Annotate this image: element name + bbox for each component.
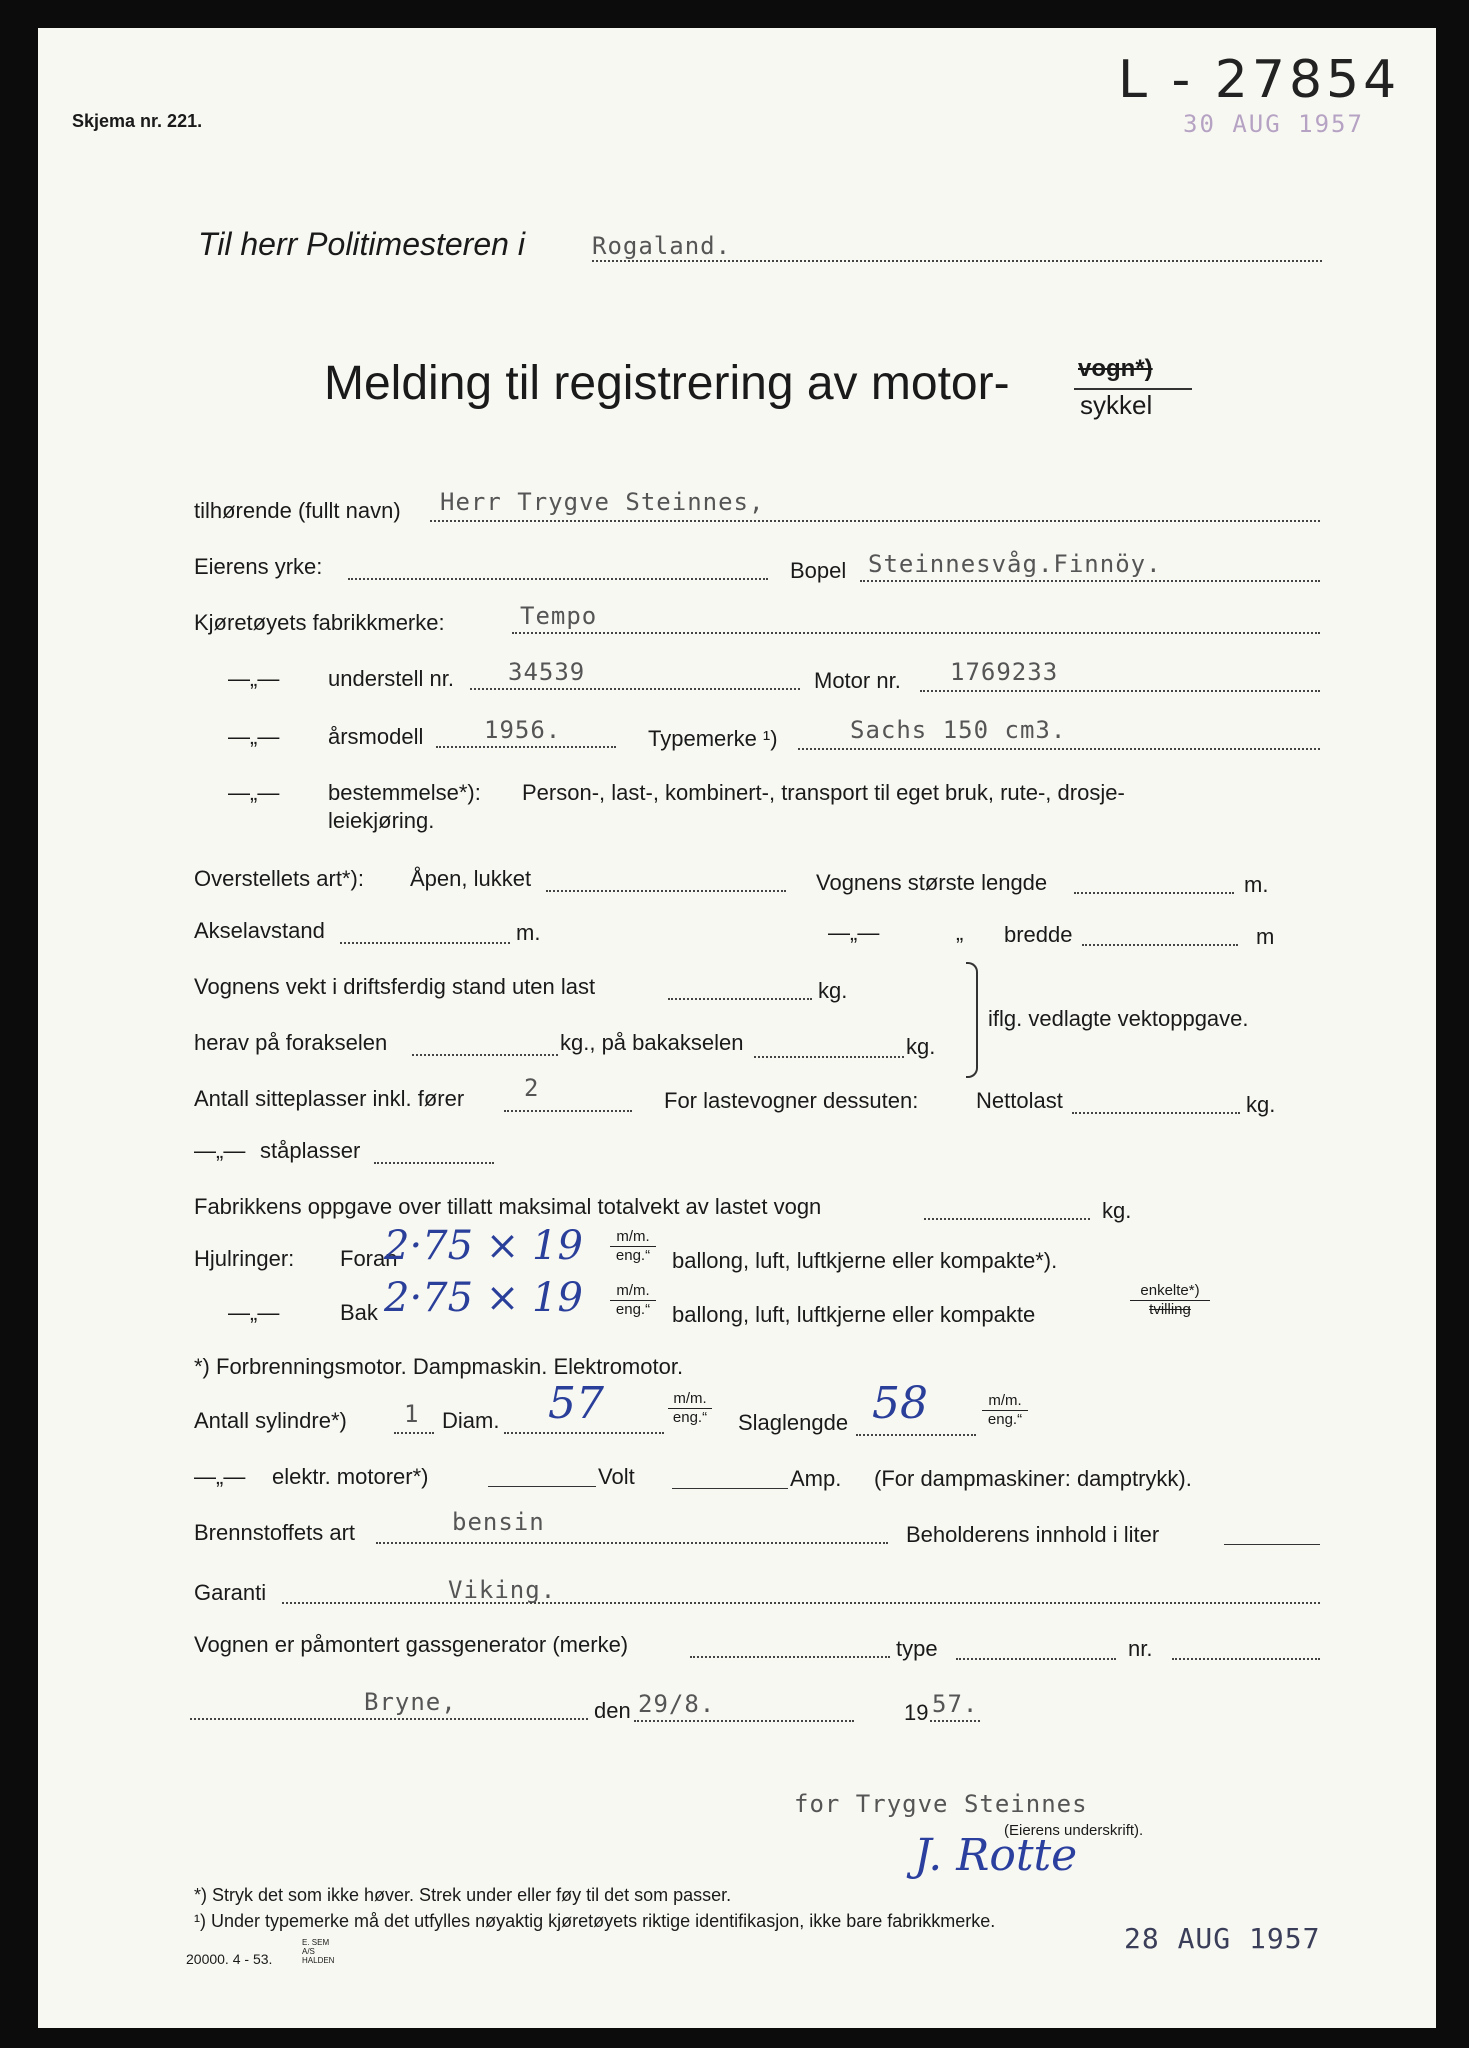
chassis-value: 34539 <box>508 658 586 686</box>
motor-value: 1769233 <box>950 658 1059 686</box>
wheels-label: Hjulringer: <box>194 1246 295 1271</box>
maxweight-line <box>924 1218 1090 1220</box>
type-value: Sachs 150 cm3. <box>850 716 1067 744</box>
guarantee-value: Viking. <box>448 1576 557 1604</box>
rear-tyre-type: ballong, luft, luftkjerne eller kompakte <box>672 1302 1036 1327</box>
width-line <box>1082 944 1238 946</box>
gasgen-type-label: type <box>896 1636 938 1661</box>
occupation-line <box>348 578 768 580</box>
ditto-mark: —„— <box>228 666 280 691</box>
year-line <box>930 1720 980 1722</box>
signature-caption: (Eierens underskrift). <box>1004 1822 1144 1839</box>
gasgen-type-line <box>956 1658 1116 1660</box>
cylinders-label: Antall sylindre*) <box>194 1408 347 1433</box>
gasgen-nr-label: nr. <box>1128 1636 1153 1661</box>
cylinders-line <box>394 1432 434 1434</box>
length-label: Vognens største lengde <box>816 870 1048 895</box>
for-owner: for Trygve Steinnes <box>794 1790 1088 1818</box>
unit-eng: eng.“ <box>672 1409 708 1426</box>
rear-wheel-unit <box>610 1282 656 1319</box>
length-unit: m. <box>1244 872 1269 897</box>
date-label: den <box>594 1698 631 1723</box>
unit-eng: eng.“ <box>615 1301 651 1318</box>
place-value: Bryne, <box>364 1688 457 1716</box>
fuel-line <box>376 1542 888 1544</box>
ditto-mark: —„— <box>228 1300 280 1325</box>
weight-note: iflg. vedlagte vektoppgave. <box>988 1006 1249 1031</box>
purpose-options: Person-, last-, kombinert-, transport til eget bruk, rute-, drosje- <box>522 780 1125 805</box>
netload-label: Nettolast <box>976 1088 1063 1113</box>
footnote-2: ¹) Under typemerke må det utfylles nøyaktig kjøretøyets riktige identifikasjon, ikke bare fabrikkmerke. <box>194 1911 996 1931</box>
residence-value: Steinnesvåg.Finnöy. <box>868 550 1162 578</box>
width-unit: m <box>1256 924 1275 949</box>
date-value: 29/8. <box>638 1690 716 1718</box>
lorry-label: For lastevogner dessuten: <box>664 1088 919 1113</box>
rear-axle-label: kg., på bakakselen <box>560 1030 744 1055</box>
received-stamp-top: 30 AUG 1957 <box>1183 110 1364 138</box>
unit-mm: m/m. <box>610 1228 656 1247</box>
rear-wheel-value: 2·75 × 19 <box>384 1275 583 1321</box>
twin-option: tvilling <box>1149 1301 1191 1318</box>
archive-number: L - 27854 <box>1118 50 1401 110</box>
weight-label: Vognens vekt i driftsferdig stand uten last <box>194 974 596 999</box>
year-suffix: 57. <box>932 1690 979 1718</box>
front-wheel-label: Foran <box>340 1246 398 1271</box>
netload-line <box>1072 1112 1240 1114</box>
fuel-label: Brennstoffets art <box>194 1520 356 1545</box>
unit-eng: eng.“ <box>615 1247 651 1264</box>
received-stamp-bottom: 28 AUG 1957 <box>1124 1922 1321 1955</box>
footnote-1: *) Stryk det som ikke høver. Strek under eller føy til det som passer. <box>194 1885 732 1905</box>
addressee-line <box>592 260 1322 262</box>
owner-value: Herr Trygve Steinnes, <box>440 488 765 516</box>
ditto-mark: —„— <box>828 920 880 945</box>
standing-line <box>374 1162 494 1164</box>
chassis-line <box>470 688 800 690</box>
residence-label: Bopel <box>790 558 847 583</box>
type-label: Typemerke ¹) <box>648 726 778 751</box>
purpose-options-cont: leiekjøring. <box>328 808 435 833</box>
front-axle-line <box>412 1054 558 1056</box>
cylinders-value: 1 <box>404 1400 420 1428</box>
seats-label: Antall sitteplasser inkl. fører <box>194 1086 465 1111</box>
gasgen-line <box>690 1656 890 1658</box>
front-axle-label: herav på forakselen <box>194 1030 388 1055</box>
axle-line <box>340 942 510 944</box>
single-twin-choice <box>1130 1282 1210 1319</box>
place-line <box>190 1718 588 1720</box>
form-title: Melding til registrering av motor- <box>324 357 1010 410</box>
type-line <box>798 748 1320 750</box>
guarantee-line <box>282 1602 1320 1604</box>
rear-wheel-label: Bak <box>340 1300 378 1325</box>
width-ditto: „ <box>956 920 964 945</box>
tank-label: Beholderens innhold i liter <box>906 1522 1160 1547</box>
front-wheel-unit <box>610 1228 656 1265</box>
year-prefix: 19 <box>904 1700 929 1725</box>
axle-unit: m. <box>516 920 541 945</box>
standing-label: ståplasser <box>260 1138 361 1163</box>
rear-axle-line <box>754 1056 904 1058</box>
volt-label: Volt <box>598 1464 635 1489</box>
motor-line <box>920 690 1320 692</box>
chassis-label: understell nr. <box>328 666 454 691</box>
body-label: Overstellets art*): <box>194 866 364 891</box>
steam-label: (For dampmaskiner: damptrykk). <box>874 1466 1192 1491</box>
addressee-value: Rogaland. <box>592 232 732 260</box>
rear-axle-unit: kg. <box>906 1034 936 1059</box>
title-option-vogn: vogn*) <box>1078 355 1153 382</box>
length-line <box>1074 892 1234 894</box>
diam-label: Diam. <box>442 1408 500 1433</box>
electric-line <box>488 1486 596 1487</box>
single-option: enkelte*) <box>1130 1282 1210 1301</box>
make-value: Tempo <box>520 602 598 630</box>
printer-info: 20000. 4 - 53. <box>186 1951 273 1967</box>
make-line <box>512 632 1320 634</box>
maxweight-unit: kg. <box>1102 1198 1132 1223</box>
diam-value: 57 <box>548 1378 604 1429</box>
netload-unit: kg. <box>1246 1092 1276 1117</box>
owner-label: tilhørende (fullt navn) <box>194 498 401 523</box>
body-value: Åpen, lukket <box>410 866 532 891</box>
weight-bracket <box>966 962 978 1078</box>
fuel-value: bensin <box>452 1508 545 1536</box>
form-page <box>38 28 1436 2028</box>
weight-unit: kg. <box>818 978 848 1003</box>
date-line <box>634 1720 854 1722</box>
maxweight-label: Fabrikkens oppgave over tillatt maksimal totalvekt av lastet vogn <box>194 1194 822 1219</box>
unit-eng: eng.“ <box>987 1411 1023 1428</box>
front-tyre-type: ballong, luft, luftkjerne eller kompakte*). <box>672 1248 1058 1273</box>
guarantee-label: Garanti <box>194 1580 267 1605</box>
ditto-mark: —„— <box>194 1464 246 1489</box>
printer-name: E. SEM A/S HALDEN <box>302 1938 335 1965</box>
stroke-value: 58 <box>872 1378 928 1429</box>
electric-label: elektr. motorer*) <box>272 1464 429 1489</box>
ditto-mark: —„— <box>228 780 280 805</box>
unit-mm: m/m. <box>668 1390 712 1409</box>
year-value: 1956. <box>484 716 562 744</box>
motor-label: Motor nr. <box>814 668 901 693</box>
width-label: bredde <box>1004 922 1073 947</box>
diam-unit <box>668 1390 712 1427</box>
front-wheel-value: 2·75 × 19 <box>384 1223 583 1269</box>
year-line <box>436 746 616 748</box>
axle-label: Akselavstand <box>194 918 325 943</box>
stroke-label: Slaglengde <box>738 1410 849 1435</box>
purpose-label: bestemmelse*): <box>328 780 481 805</box>
body-line <box>546 890 786 892</box>
title-option-sykkel: sykkel <box>1080 390 1153 420</box>
seats-value: 2 <box>524 1074 540 1102</box>
unit-mm: m/m. <box>982 1392 1028 1411</box>
residence-line <box>860 580 1320 582</box>
diam-line <box>504 1432 664 1434</box>
make-label: Kjøretøyets fabrikkmerke: <box>194 610 445 635</box>
tank-line <box>1224 1544 1320 1545</box>
unit-mm: m/m. <box>610 1282 656 1301</box>
signature: J. Rotte <box>914 1830 1078 1881</box>
form-number: Skjema nr. 221. <box>72 111 203 131</box>
weight-line <box>668 998 812 1000</box>
gasgen-label: Vognen er påmontert gassgenerator (merke) <box>194 1632 629 1657</box>
owner-line <box>430 520 1320 522</box>
occupation-label: Eierens yrke: <box>194 554 323 579</box>
seats-line <box>504 1110 632 1112</box>
stroke-line <box>856 1434 976 1436</box>
amp-label: Amp. <box>790 1466 842 1491</box>
volt-line <box>672 1488 788 1489</box>
stroke-unit <box>982 1392 1028 1429</box>
ditto-mark: —„— <box>228 724 280 749</box>
engine-types: *) Forbrenningsmotor. Dampmaskin. Elektromotor. <box>194 1354 684 1379</box>
gasgen-nr-line <box>1172 1658 1320 1660</box>
year-label: årsmodell <box>328 724 424 749</box>
addressee-label: Til herr Politimesteren i <box>198 226 525 262</box>
ditto-mark: —„— <box>194 1138 246 1163</box>
